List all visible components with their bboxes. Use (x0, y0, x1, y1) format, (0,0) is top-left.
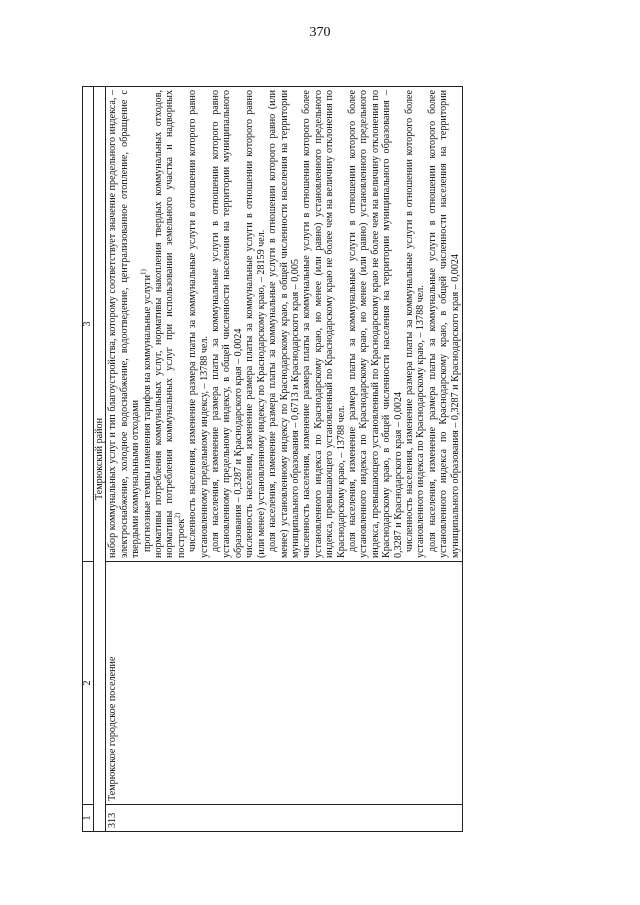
page-number: 370 (309, 25, 331, 40)
footnote-mark: 1) (139, 269, 148, 276)
description-paragraph: доля населения, изменение размера платы за коммунальные услуги в отношении которого более установленного индекса по Краснодарскому краю, но менее (или равно) установленного предельного индекса, превышающего установленный по Краснодарскому краю не более чем на величину отклонения по Краснодарскому краю, в общей численности населения на территории муниципального образования – 0,3287 и Краснодарского края – 0,0024 (346, 90, 404, 558)
description-paragraph: доля населения, изменение размера платы за коммунальные услуги в отношении которого равно установленному предельному индексу, в общей численности населения на территории муниципального образования – 0,3287 и Краснодарского края – 0,0024 (210, 90, 244, 558)
description-paragraph: численность населения, изменение размера платы за коммунальные услуги в отношении которого равно установленному предельному индексу, – 13788 чел. (187, 90, 210, 558)
region-title: Темрюкский район (94, 87, 106, 832)
municipality-name: Темрюкское городское поселение (106, 562, 463, 805)
description-paragraph: нормативы потребления коммунальных услуг, нормативы накопления твердых коммунальных отходов, нормативы потребления коммунальных услуг при использовании земельного участка и надворных построек$^{2)}$ (153, 90, 187, 558)
region-row (94, 87, 106, 832)
header-col-1: 1 (83, 805, 94, 832)
description-paragraph: прогнозные темпы изменения тарифов на коммунальные услуги$^{1)}$ (139, 269, 153, 552)
description-paragraph: численность населения, изменение размера платы за коммунальные услуги в отношении которого более установленного индекса по Краснодарскому краю, – 13788 чел. (403, 90, 427, 558)
description-paragraph: набор коммунальных услуг и тип благоустройства, которому соответствует значение предельного индекса, – электроснабжение, холодное водоснабжение, водоотведение, централизованное отопление, обращение с твердыми коммунальными отходами (107, 90, 142, 558)
tariff-table (82, 86, 463, 832)
description-paragraph: доля населения, изменение размера платы за коммунальные услуги в отношении которого более установленного индекса по Краснодарскому краю, в общей численности населения на территории муниципального образования – 0,3287 и Краснодарского края – 0,0024 (426, 90, 461, 558)
header-col-2: 2 (83, 562, 94, 805)
table-row (106, 87, 463, 832)
header-row (83, 87, 94, 832)
footnote-mark: 2) (173, 512, 182, 519)
description-paragraph: численность населения, изменение размера платы за коммунальные услуги в отношении которого более установленного индекса по Краснодарскому краю, но менее (или равно) установленного предельного индекса, превышающего установленный по Краснодарскому краю не более чем на величину отклонения по Краснодарскому краю, – 13788 чел. (301, 90, 347, 558)
description-paragraph: численность населения, изменение размера платы за коммунальные услуги в отношении которого равно (или менее) установленному индексу по Краснодарскому краю, – 28159 чел. (244, 90, 267, 558)
row-description (106, 87, 463, 562)
description-paragraph: доля населения, изменение размера платы за коммунальные услуги в отношении которого равно (или менее) установленному индексу по Краснодарскому краю, в общей численности населения на территории муниципального образования – 0,6713 и Краснодарского края – 0,005 (267, 90, 301, 558)
row-number: 313 (106, 805, 463, 832)
header-col-3: 3 (83, 87, 94, 562)
